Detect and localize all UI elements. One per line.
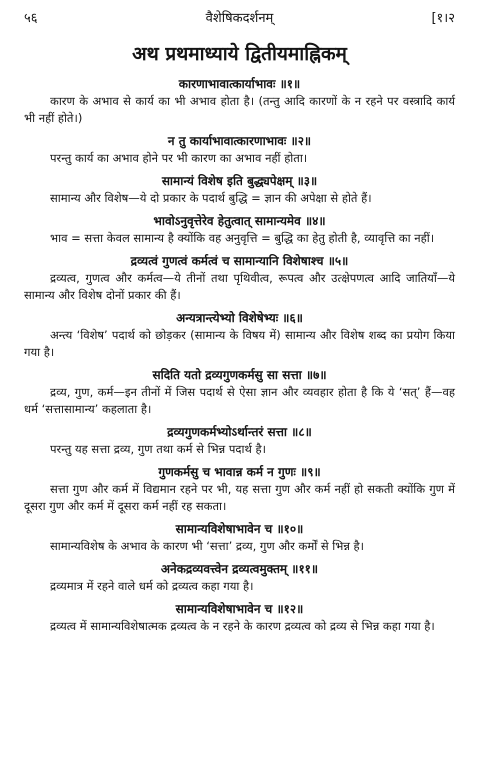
sutra-8: द्रव्यगुणकर्मभ्योऽर्थान्तरं सत्ता ॥८॥ bbox=[167, 425, 312, 439]
sutra-6: अन्यत्रान्त्येभ्यो विशेषेभ्यः ॥६॥ bbox=[176, 311, 303, 325]
commentary-4: भाव = सत्ता केवल सामान्य है क्योंकि वह अनुवृत्ति = बुद्धि का हेतु होती है, व्यावृत्ति का नहीं। bbox=[50, 231, 435, 245]
sutra-4: भावोऽनुवृत्तेरेव हेतुत्वात् सामान्यमेव ॥४॥ bbox=[153, 214, 326, 228]
commentary-3: सामान्य और विशेष—ये दो प्रकार के पदार्थ बुद्धि = ज्ञान की अपेक्षा से होते हैं। bbox=[50, 191, 372, 205]
sutra-5: द्रव्यत्वं गुणत्वं कर्मत्वं च सामान्यानि विशेषाश्च ॥५॥ bbox=[130, 254, 349, 268]
chapter-title: अथ प्रथमाध्याये द्वितीयमाह्निकम् bbox=[132, 43, 347, 65]
commentary-6: अन्त्य ‘विशेष’ पदार्थ को छोड़कर (सामान्य के विषय में) सामान्य और विशेष शब्द का प्रयोग किया गया है। bbox=[24, 328, 455, 359]
sutra-7: सदिति यतो द्रव्यगुणकर्मसु सा सत्ता ॥७॥ bbox=[152, 368, 327, 382]
commentary-12: द्रव्यत्व में सामान्यविशेषात्मक द्रव्यत्व के न रहने के कारण द्रव्यत्व को द्रव्य से भिन्न कहा गया है। bbox=[50, 619, 435, 633]
commentary-11: द्रव्यमात्र में रहने वाले धर्म को द्रव्यत्व कहा गया है। bbox=[50, 579, 254, 593]
sutra-9: गुणकर्मसु च भावान्न कर्म न गुणः ॥९॥ bbox=[158, 465, 321, 479]
page-number: ५६ bbox=[24, 11, 38, 26]
commentary-9: सत्ता गुण और कर्म में विद्यमान रहने पर भी, यह सत्ता गुण और कर्म नहीं हो सकती क्योंकि गुण में दूसरा गुण और कर्म में दूसरा कर्म नहीं रह सकता। bbox=[24, 482, 455, 513]
running-title: वैशेषिकदर्शनम् bbox=[205, 11, 274, 26]
running-head bbox=[24, 6, 455, 28]
sutra-12: सामान्यविशेषाभावेन च ॥१२॥ bbox=[175, 602, 304, 616]
commentary-1: कारण के अभाव से कार्य का भी अभाव होता है। (तन्तु आदि कारणों के न रहने पर वस्त्रादि कार्य भी नहीं होते।) bbox=[24, 94, 455, 125]
sutra-3: सामान्यं विशेष इति बुद्ध्यपेक्षम् ॥३॥ bbox=[161, 174, 318, 188]
commentary-7: द्रव्य, गुण, कर्म—इन तीनों में जिस पदार्थ से ऐसा ज्ञान और व्यवहार होता है कि ये ‘सत्’ हैं—वह धर्म ‘सत्तासामान्य’ कहलाता है। bbox=[24, 385, 455, 416]
sutra-range: [१।२ bbox=[431, 11, 455, 26]
sutra-2: न तु कार्याभावात्कारणाभावः ॥२॥ bbox=[167, 134, 312, 148]
commentary-10: सामान्यविशेष के अभाव के कारण भी ‘सत्ता’ द्रव्य, गुण और कर्मों से भिन्न है। bbox=[50, 539, 365, 553]
commentary-2: परन्तु कार्य का अभाव होने पर भी कारण का अभाव नहीं होता। bbox=[50, 151, 308, 165]
commentary-5: द्रव्यत्व, गुणत्व और कर्मत्व—ये तीनों तथा पृथिवीत्व, रूपत्व और उत्क्षेपणत्व आदि जातियाँ—ये सामान्य और विशेष दोनों प्रकार की हैं। bbox=[24, 271, 455, 302]
commentary-8: परन्तु यह सत्ता द्रव्य, गुण तथा कर्म से भिन्न पदार्थ है। bbox=[50, 442, 266, 456]
sutra-10: सामान्यविशेषाभावेन च ॥१०॥ bbox=[175, 522, 304, 536]
sutra-11: अनेकद्रव्यवत्त्वेन द्रव्यत्वमुक्तम् ॥११॥ bbox=[160, 562, 319, 576]
sutra-1: कारणाभावात्कार्याभावः ॥१॥ bbox=[178, 77, 301, 91]
